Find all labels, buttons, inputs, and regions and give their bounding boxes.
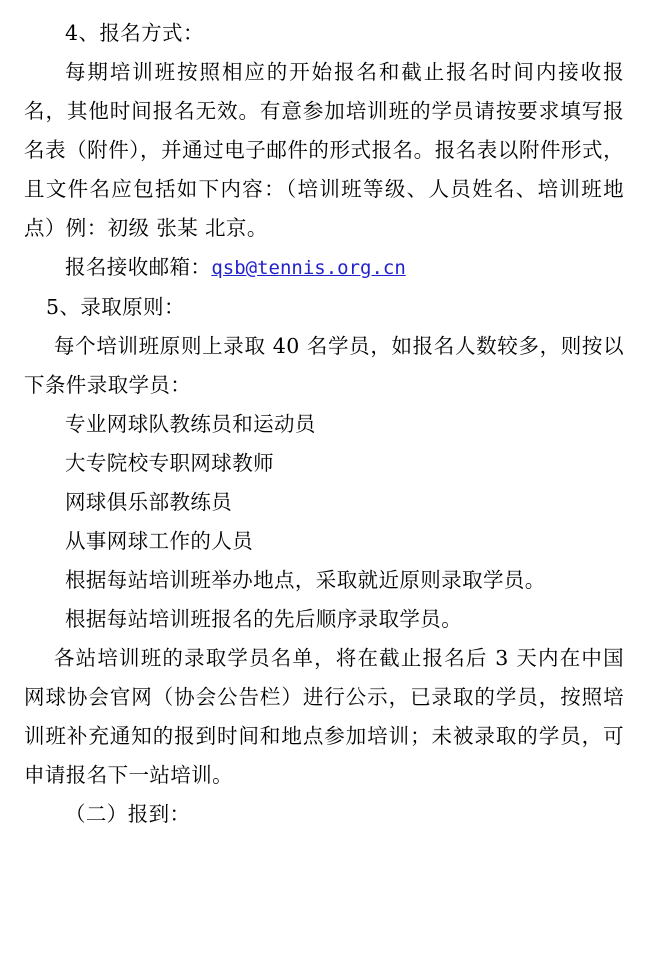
list-item: 从事网球工作的人员 <box>65 529 254 553</box>
email-label: 报名接收邮箱： <box>65 255 212 279</box>
heading-registration-method: 4、报名方式： <box>65 21 204 45</box>
paragraph-admission-rule: 每个培训班原则上录取 40 名学员，如报名人数较多，则按以下条件录取学员： <box>24 334 624 397</box>
list-item: 根据每站培训班举办地点，采取就近原则录取学员。 <box>65 568 546 592</box>
list-item: 专业网球队教练员和运动员 <box>65 412 316 436</box>
heading-section-report: （二）报到： <box>65 802 191 826</box>
list-item: 网球俱乐部教练员 <box>65 490 233 514</box>
list-item: 根据每站培训班报名的先后顺序录取学员。 <box>65 607 463 631</box>
list-item: 大专院校专职网球教师 <box>65 451 274 475</box>
heading-admission-principle: 5、录取原则： <box>46 295 185 319</box>
email-link[interactable]: qsb@tennis.org.cn <box>211 257 406 279</box>
paragraph-email-line <box>24 248 624 288</box>
paragraph-publicity: 各站培训班的录取学员名单，将在截止报名后 3 天内在中国网球协会官网（协会公告栏）进行公示，已录取的学员，按照培训班补充通知的报到时间和地点参加培训；未被录取的学员，可申请报名下一站培训。 <box>24 646 624 787</box>
paragraph-registration-method: 每期培训班按照相应的开始报名和截止报名时间内接收报名，其他时间报名无效。有意参加培训班的学员请按要求填写报名表（附件），并通过电子邮件的形式报名。报名表以附件形式，且文件名应包括如下内容：（培训班等级、人员姓名、培训班地点）例：初级 张某 北京。 <box>24 60 624 240</box>
